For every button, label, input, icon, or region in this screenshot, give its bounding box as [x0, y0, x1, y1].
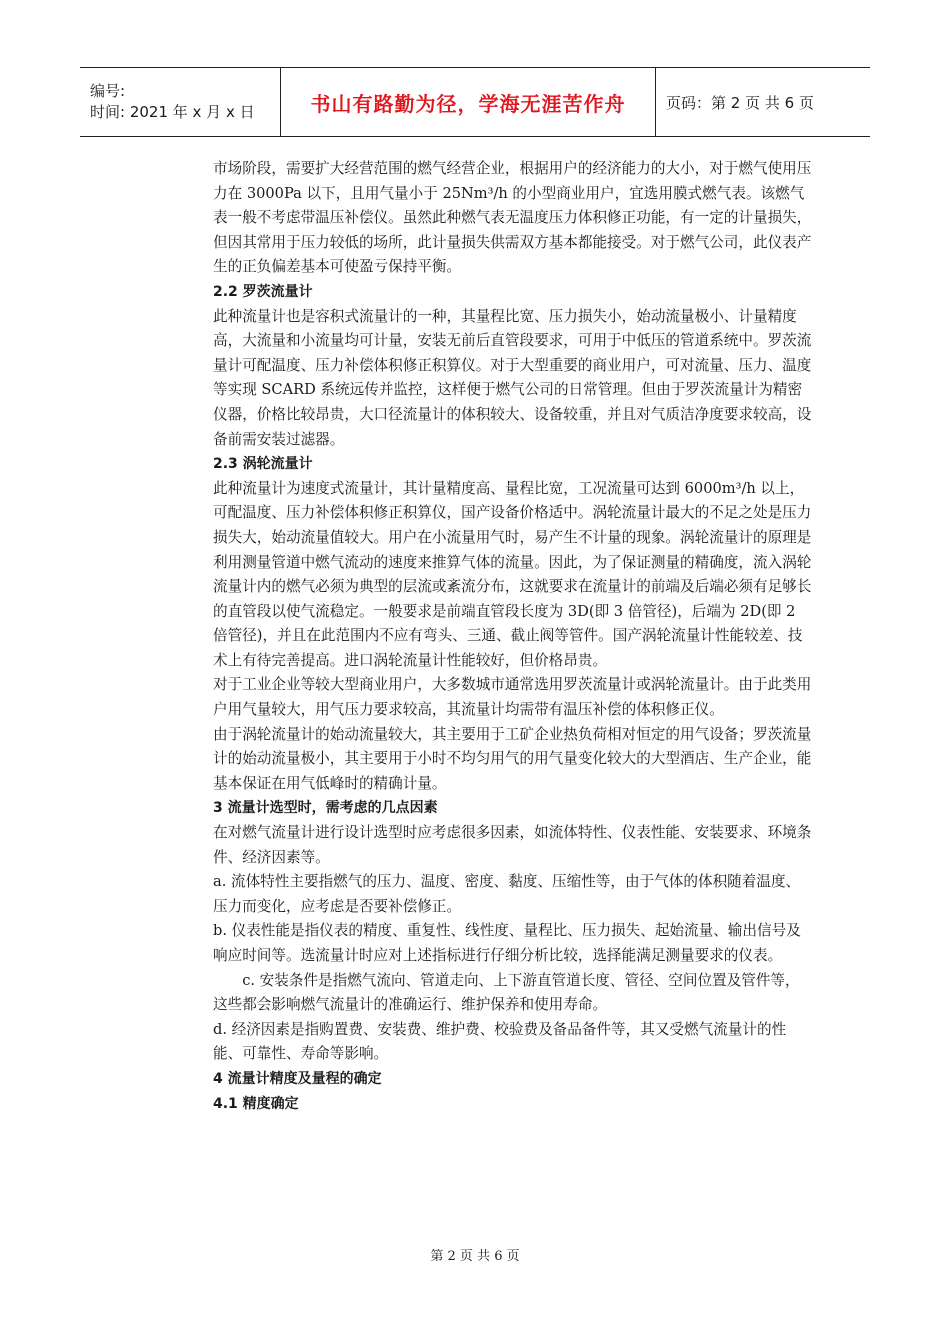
paragraph: 此种流量计也是容积式流量计的一种，其量程比宽、压力损失小，始动流量极小、计量精度高，大流量和小流量均可计量，安装无前后直管段要求，可用于中低压的管道系统中。罗茨流量计可配温度、压力补偿体积修正积算仪。对于大型重要的商业用户，可对流量、压力、温度等实现 SCARD 系统远传并监控，这样便于燃气公司的日常管理。但由于罗茨流量计为精密仪器，价格比较昂贵，大口径流量计的体积较大、设备较重，并且对气质洁净度要求较高，设备前需安装过滤器。	[213, 307, 812, 448]
paragraph: a. 流体特性主要指燃气的压力、温度、密度、黏度、压缩性等，由于气体的体积随着温度、压力而变化，应考虑是否要补偿修正。	[213, 873, 801, 915]
section-heading: 4 流量计精度及量程的确定	[213, 1070, 382, 1087]
page-footer: 第 2 页 共 6 页	[430, 1249, 520, 1264]
motto: 书山有路勤为径，学海无涯苦作舟	[310, 91, 626, 116]
paragraph: 此种流量计为速度式流量计，其计量精度高、量程比宽，工况流量可达到 6000m³/h 以上，可配温度、压力补偿体积修正积算仪，国产设备价格适中。涡轮流量计最大的不足之处是压力损失大，始动流量值较大。用户在小流量用气时，易产生不计量的现象。涡轮流量计的原理是利用测量管道中燃气流动的速度来推算气体的流量。因此，为了保证测量的精确度，流入涡轮流量计内的燃气必须为典型的层流或紊流分布，这就要求在流量计的前端及后端必须有足够长的直管段以使气流稳定。一般要求是前端直管段长度为 3D(即 3 倍管径)，后端为 2D(即 2 倍管径)，并且在此范围内不应有弯头、三通、截止阀等管件。国产涡轮流量计性能较差、技术上有待完善提高。进口涡轮流量计性能较好，但价格昂贵。	[213, 479, 812, 669]
paragraph: d. 经济因素是指购置费、安装费、维护费、校验费及备品备件等，其又受燃气流量计的性能、可靠性、寿命等影响。	[213, 1020, 787, 1063]
paragraph: c. 安装条件是指燃气流向、管道走向、上下游直管道长度、管径、空间位置及管件等，这些都会影响燃气流量计的准确运行、维护保养和使用寿命。	[213, 971, 800, 1014]
paragraph: 对于工业企业等较大型商业用户，大多数城市通常选用罗茨流量计或涡轮流量计。由于此类用户用气量较大，用气压力要求较高，其流量计均需带有温压补偿的体积修正仪。	[213, 676, 812, 719]
document-body	[213, 157, 813, 1116]
date-label: 时间: 2021 年 x 月 x 日	[90, 103, 255, 121]
paragraph: 由于涡轮流量计的始动流量较大，其主要用于工矿企业热负荷相对恒定的用气设备；罗茨流量计的始动流量极小，其主要用于小时不均匀用气的用气量变化较大的大型酒店、生产企业，能基本保证在用气低峰时的精确计量。	[213, 725, 812, 792]
header-motto-cell	[281, 68, 656, 136]
paragraph: 在对燃气流量计进行设计选型时应考虑很多因素，如流体特性、仪表性能、安装要求、环境条件、经济因素等。	[213, 824, 812, 866]
paragraph: b. 仪表性能是指仪表的精度、重复性、线性度、量程比、压力损失、起始流量、输出信号及响应时间等。选流量计时应对上述指标进行仔细分析比较，选择能满足测量要求的仪表。	[213, 922, 801, 964]
page-header	[80, 67, 870, 137]
paragraph: 市场阶段，需要扩大经营范围的燃气经营企业，根据用户的经济能力的大小，对于燃气使用压力在 3000Pa 以下，且用气量小于 25Nm³/h 的小型商业用户，宜选用膜式燃气表。该燃气表一般不考虑带温压补偿仪。虽然此种燃气表无温度压力体积修正功能，有一定的计量损失，但因其常用于压力较低的场所，此计量损失供需双方基本都能接受。对于燃气公司，此仪表产生的正负偏差基本可使盈亏保持平衡。	[213, 160, 812, 276]
section-heading: 4.1 精度确定	[213, 1095, 299, 1112]
number-label: 编号:	[90, 82, 126, 100]
page-info: 页码：第 2 页 共 6 页	[666, 93, 814, 112]
header-page-info-cell	[656, 68, 870, 136]
section-heading: 2.2 罗茨流量计	[213, 283, 313, 300]
section-heading: 2.3 涡轮流量计	[213, 456, 313, 473]
header-meta	[80, 68, 281, 136]
section-heading: 3 流量计选型时，需考虑的几点因素	[213, 800, 438, 817]
